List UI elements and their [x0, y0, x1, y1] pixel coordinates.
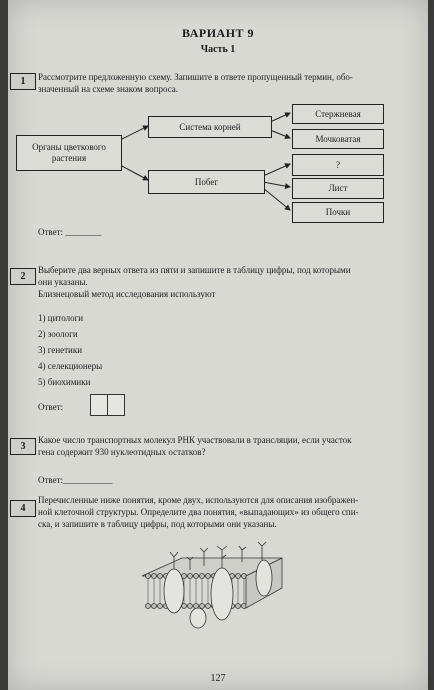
question-3-text — [38, 434, 424, 458]
question-number-3: 3 — [10, 438, 36, 455]
question-2-prompt: Близнецовый метод исследования используют — [38, 289, 216, 299]
cell-membrane-illustration — [134, 536, 294, 646]
question-3-line-2: гена содержит 930 нуклеотидных остатков? — [38, 447, 206, 457]
question-1-line-2: значенный на схеме знаком вопроса. — [38, 84, 179, 94]
diagram-buds-box: Почки — [292, 202, 384, 223]
variant-title: ВАРИАНТ 9 — [181, 26, 255, 40]
question-number-4: 4 — [10, 500, 36, 517]
question-1-line-1: Рассмотрите предложенную схему. Запишите в ответе пропущенный термин, обо- — [38, 72, 353, 82]
question-2-line-1: Выберите два верных ответа из пяти и запишите в таблицу цифры, под которыми — [38, 265, 351, 275]
diagram-missing-term-box: ? — [292, 154, 384, 176]
question-3-answer-field[interactable]: Ответ:___________ — [38, 475, 113, 485]
question-3-line-1: Какое число транспортных молекул РНК участвовали в трансляции, если участок — [38, 435, 352, 445]
question-2-text — [38, 264, 424, 300]
option-4: 4) селекционеры — [38, 361, 103, 371]
option-3: 3) генетики — [38, 345, 83, 355]
diagram-root-box: Органы цветкового растения — [16, 135, 122, 171]
question-4-line-2: ной клеточной структуры. Определите два понятия, «выпадающих» из общего спи- — [38, 507, 359, 517]
question-2-answer-label: Ответ: — [38, 402, 64, 412]
option-1: 1) цитологи — [38, 313, 84, 323]
answer-cell-2[interactable] — [107, 394, 125, 416]
part-title: Часть 1 — [200, 44, 236, 55]
diagram-leaf-box: Лист — [292, 178, 384, 199]
question-4-line-3: ска, и запишите в таблицу цифры, под которыми они указаны. — [38, 519, 277, 529]
question-number-1: 1 — [10, 73, 36, 90]
question-2-line-2: они указаны. — [38, 277, 88, 287]
diagram-taproot-box: Стержневая — [292, 104, 384, 124]
question-1-answer-field[interactable]: Ответ: ________ — [38, 227, 102, 237]
option-2: 2) зоологи — [38, 329, 78, 339]
question-4-line-1: Перечисленные ниже понятия, кроме двух, используются для описания изображен- — [38, 495, 359, 505]
exam-page — [8, 0, 428, 690]
diagram-roots-box: Система корней — [148, 116, 272, 138]
diagram-shoot-box: Побег — [148, 170, 265, 194]
option-5: 5) биохимики — [38, 377, 91, 387]
diagram-fibrous-root-box: Мочковатая — [292, 129, 384, 149]
question-number-2: 2 — [10, 268, 36, 285]
answer-cell-1[interactable] — [90, 394, 108, 416]
question-4-text — [38, 494, 424, 530]
page-number: 127 — [210, 673, 226, 684]
